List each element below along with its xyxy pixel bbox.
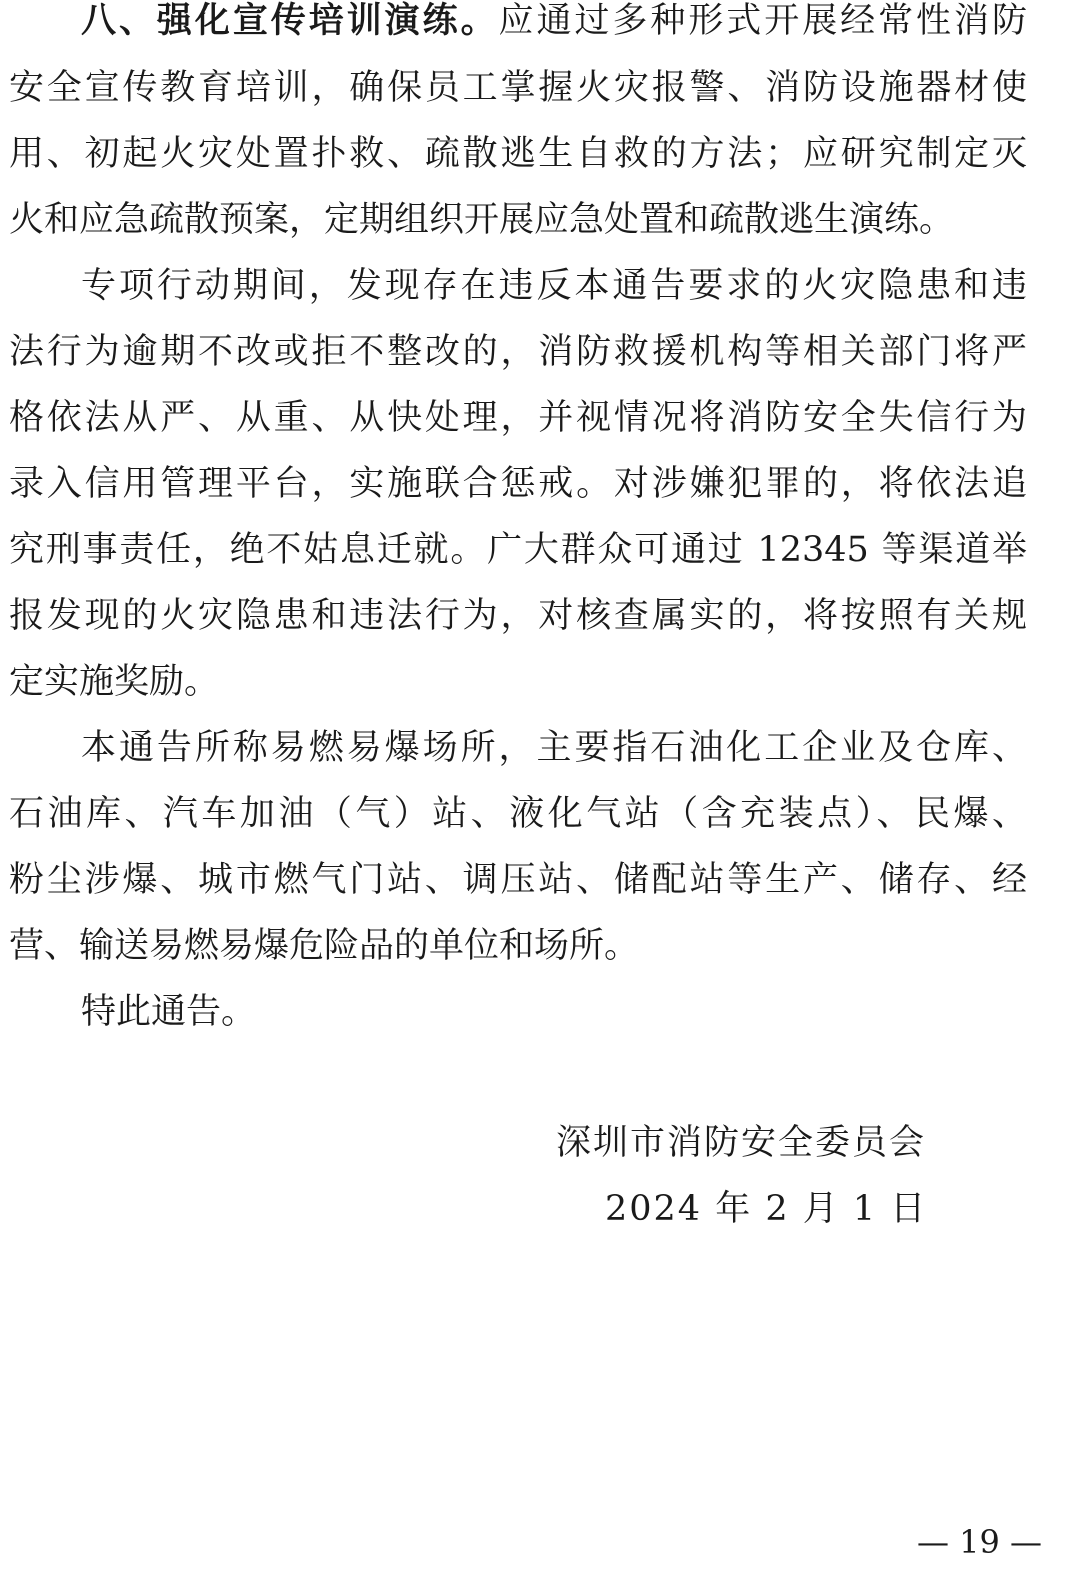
section8-line-1-text: 应通过多种形式开展经常性消防 [498,1,1027,41]
paragraph2-line-7: 定实施奖励。 [9,662,220,702]
paragraph2-line-2: 法行为逾期不改或拒不整改的，消防救援机构等相关部门将严 [9,332,1027,372]
paragraph3-line-4: 营、输送易燃易爆危险品的单位和场所。 [9,926,640,966]
paragraph3-line-1: 本通告所称易燃易爆场所，主要指石油化工企业及仓库、 [81,728,1027,768]
section8-line-3: 用、初起火灾处置扑救、疏散逃生自救的方法；应研究制定灭 [9,134,1027,174]
section8-heading: 八、强化宣传培训演练。 [81,1,499,41]
paragraph3-line-2: 石油库、汽车加油（气）站、液化气站（含充装点）、民爆、 [9,794,1027,834]
signature-organization: 深圳市消防安全委员会 [556,1123,927,1163]
signature-date: 2024 年 2 月 1 日 [605,1189,928,1229]
paragraph3-line-3: 粉尘涉爆、城市燃气门站、调压站、储配站等生产、储存、经 [9,860,1027,900]
section8-line-4: 火和应急疏散预案，定期组织开展应急处置和疏散逃生演练。 [9,200,955,240]
section8-line-1 [81,0,1027,54]
paragraph2-line-6: 报发现的火灾隐患和违法行为，对核查属实的，将按照有关规 [9,596,1027,636]
section8-line-2: 安全宣传教育培训，确保员工掌握火灾报警、消防设施器材使 [9,68,1027,108]
paragraph2-line-5: 究刑事责任，绝不姑息迁就。广大群众可通过 12345 等渠道举 [9,530,1027,570]
page-number: — 19 — [916,1523,1042,1561]
paragraph2-line-1: 专项行动期间，发现存在违反本通告要求的火灾隐患和违 [81,266,1027,306]
closing-line: 特此通告。 [81,992,257,1032]
paragraph2-line-3: 格依法从严、从重、从快处理，并视情况将消防安全失信行为 [9,398,1027,438]
paragraph2-line-4: 录入信用管理平台，实施联合惩戒。对涉嫌犯罪的，将依法追 [9,464,1027,504]
